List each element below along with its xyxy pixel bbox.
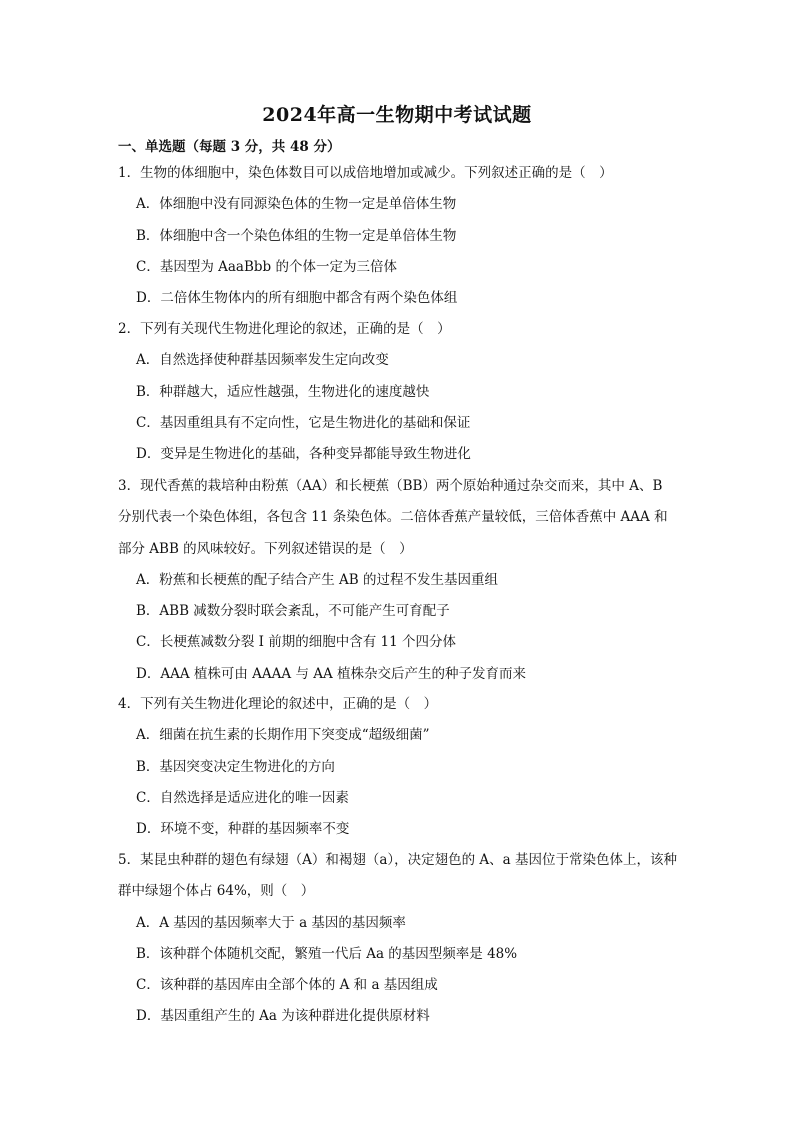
question-1-option-a: A．体细胞中没有同源染色体的生物一定是单倍体生物 — [136, 196, 457, 213]
question-2-option-a: A．自然选择使种群基因频率发生定向改变 — [136, 352, 389, 369]
question-5 — [118, 845, 678, 1033]
question-1 — [118, 158, 678, 314]
question-3-stem: 3．现代香蕉的栽培种由粉蕉（AA）和长梗蕉（BB）两个原始种通过杂交而来，其中 A、B 分别代表一个染色体组，各包含 11 条染色体。二倍体香蕉产量较低，三倍体香蕉中 AAA 和部分 ABB 的风味较好。下列叙述错误的是（ ） — [118, 478, 668, 557]
question-2-stem: 2．下列有关现代生物进化理论的叙述，正确的是（ ） — [118, 321, 451, 337]
question-2-option-c: C．基因重组具有不定向性，它是生物进化的基础和保证 — [136, 414, 471, 431]
page-title: 2024年高一生物期中考试试题 — [262, 104, 532, 126]
question-4-stem: 4．下列有关生物进化理论的叙述中，正确的是（ ） — [118, 696, 438, 712]
question-5-option-a: A．A 基因的基因频率大于 a 基因的基因频率 — [136, 914, 406, 931]
question-1-option-c: C．基因型为 AaaBbb 的个体一定为三倍体 — [136, 258, 397, 275]
question-4 — [118, 689, 678, 845]
question-4-option-d: D．环境不变，种群的基因频率不变 — [136, 821, 350, 838]
question-1-option-d: D．二倍体生物体内的所有细胞中都含有两个染色体组 — [136, 290, 458, 307]
question-4-option-a: A．细菌在抗生素的长期作用下突变成“超级细菌” — [136, 727, 430, 744]
question-2-option-d: D．变异是生物进化的基础，各种变异都能导致生物进化 — [136, 446, 471, 463]
question-5-option-c: C．该种群的基因库由全部个体的 A 和 a 基因组成 — [136, 977, 438, 994]
question-1-stem: 1．生物的体细胞中，染色体数目可以成倍地增加或减少。下列叙述正确的是（ ） — [118, 165, 613, 181]
question-4-option-c: C．自然选择是适应进化的唯一因素 — [136, 789, 349, 806]
question-5-stem: 5．某昆虫种群的翅色有绿翅（A）和褐翅（a），决定翅色的 A、a 基因位于常染色体上，该种群中绿翅个体占 64%，则（ ） — [118, 852, 678, 900]
question-3-option-b: B．ABB 减数分裂时联会紊乱，不可能产生可育配子 — [136, 603, 450, 620]
question-5-option-d: D．基因重组产生的 Aa 为该种群进化提供原材料 — [136, 1008, 430, 1025]
question-3 — [118, 471, 678, 690]
question-1-option-b: B．体细胞中含一个染色体组的生物一定是单倍体生物 — [136, 227, 457, 244]
question-2-option-b: B．种群越大，适应性越强，生物进化的速度越快 — [136, 383, 430, 400]
section-heading: 一、单选题（每题 3 分，共 48 分） — [118, 139, 341, 155]
question-4-option-b: B．基因突变决定生物进化的方向 — [136, 758, 335, 775]
question-5-option-b: B．该种群个体随机交配，繁殖一代后 Aa 的基因型频率是 48% — [136, 945, 518, 962]
question-3-option-d: D．AAA 植株可由 AAAA 与 AA 植株杂交后产生的种子发育而来 — [136, 665, 527, 682]
question-3-option-c: C．长梗蕉减数分裂 I 前期的细胞中含有 11 个四分体 — [136, 634, 457, 651]
question-2 — [118, 314, 678, 470]
question-3-option-a: A．粉蕉和长梗蕉的配子结合产生 AB 的过程不发生基因重组 — [136, 571, 499, 588]
